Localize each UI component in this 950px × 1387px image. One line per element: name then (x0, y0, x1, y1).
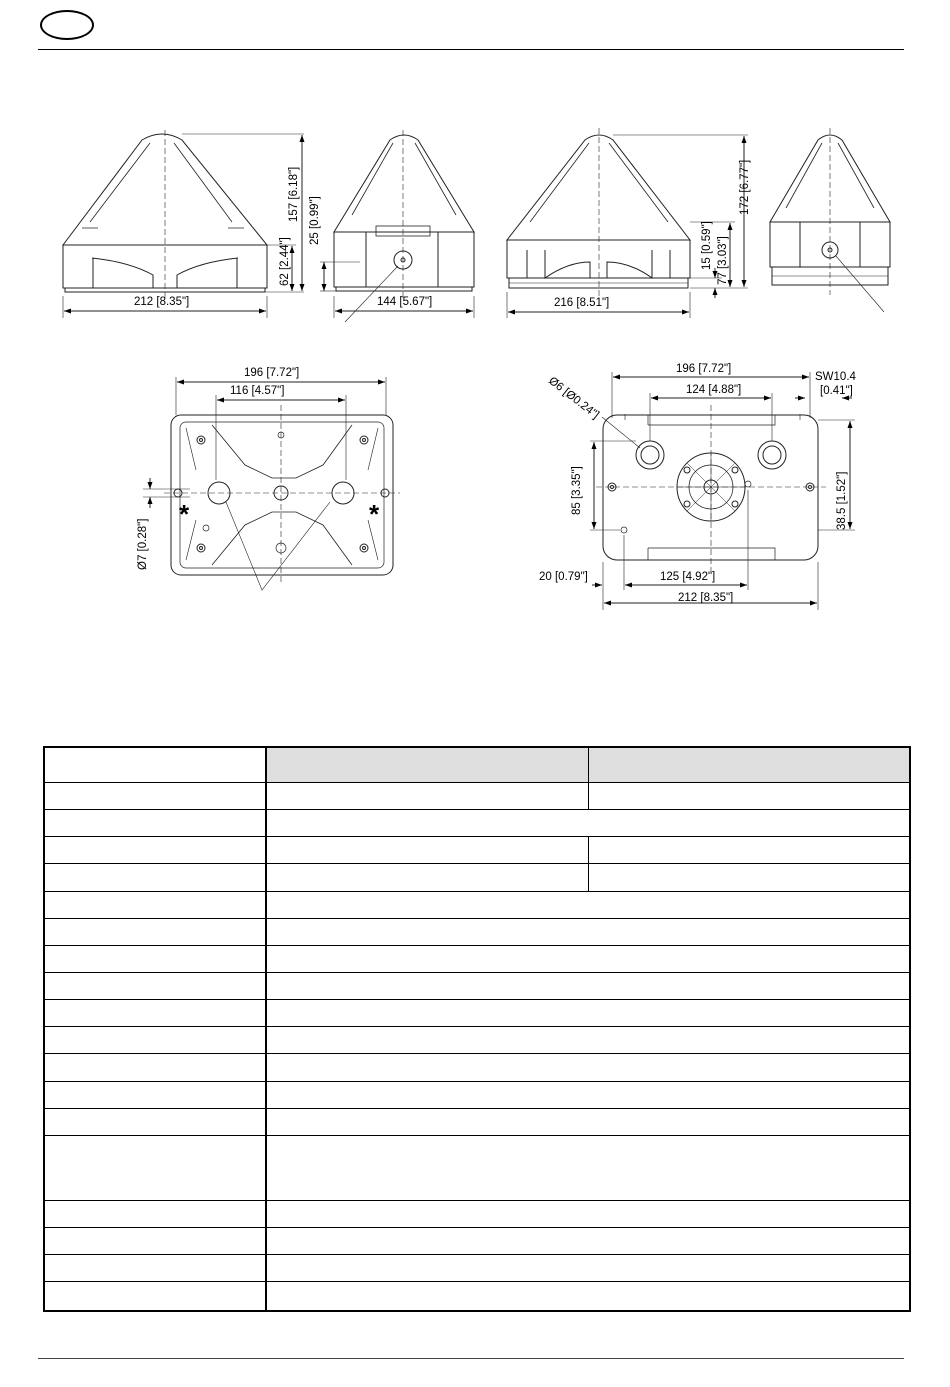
table-cell (44, 864, 266, 891)
table-row (44, 891, 910, 918)
dim-side2-height: 172 [6.77"] (739, 159, 751, 215)
spec-table (43, 746, 911, 1312)
table-cell (44, 1054, 266, 1081)
table-cell (44, 1227, 266, 1254)
table-cell (266, 783, 588, 810)
dim-base-inner-width: 124 [4.88"] (686, 384, 742, 396)
table-row (44, 810, 910, 837)
table-row (44, 1254, 910, 1281)
dim-mount-inner-width: 116 [4.57"] (230, 385, 285, 397)
table-row (44, 918, 910, 945)
table-cell (266, 810, 910, 837)
table-cell (266, 1254, 910, 1281)
table-cell (44, 945, 266, 972)
table-cell (266, 837, 588, 864)
table-cell (44, 1200, 266, 1227)
table-cell (44, 1000, 266, 1027)
table-cell (266, 1027, 910, 1054)
table-cell (588, 837, 910, 864)
table-row (44, 1027, 910, 1054)
dim-side-height: 157 [6.18"] (288, 166, 300, 222)
dim-base-hole-spacing: 125 [4.92"] (660, 571, 716, 583)
table-row (44, 1282, 910, 1312)
dim-base-offset-right: 38.5 [1.52"] (836, 471, 848, 530)
table-cell (266, 864, 588, 891)
dim-base-offset-left: 20 [0.79"] (539, 571, 588, 583)
table-row (44, 945, 910, 972)
dim-front-width: 144 [5.67"] (377, 296, 433, 308)
front-view-2 (770, 128, 890, 312)
table-cell (44, 972, 266, 999)
table-cell (44, 1108, 266, 1135)
table-cell (44, 918, 266, 945)
table-row (44, 1135, 910, 1200)
table-row (44, 747, 910, 783)
table-cell (588, 864, 910, 891)
table-cell (266, 1081, 910, 1108)
table-row (44, 1081, 910, 1108)
table-cell (44, 837, 266, 864)
table-cell (44, 810, 266, 837)
table-row (44, 1200, 910, 1227)
table-row (44, 864, 910, 891)
table-row (44, 1000, 910, 1027)
table-row (44, 1054, 910, 1081)
dim-mount-outer-width: 196 [7.72"] (244, 367, 300, 379)
dim-side2-foot-height: 15 [0.59"] (701, 221, 713, 270)
dim-base-total-width: 212 [8.35"] (678, 592, 734, 604)
front-view (320, 130, 474, 322)
table-row (44, 1227, 910, 1254)
table-cell (588, 783, 910, 810)
dim-wrench-size-inch: [0.41"] (820, 385, 853, 397)
table-header-cell (588, 747, 910, 783)
table-cell (266, 1000, 910, 1027)
table-cell (44, 1081, 266, 1108)
table-cell (266, 1227, 910, 1254)
dim-side-width: 212 [8.35"] (134, 296, 190, 308)
dim-side-base-height: 62 [2.44"] (279, 237, 291, 286)
table-row (44, 837, 910, 864)
dim-front-base-offset: 25 [0.99"] (309, 196, 321, 245)
dim-side2-width: 216 [8.51"] (554, 297, 610, 309)
table-cell (44, 1282, 266, 1312)
dim-side2-base-height: 77 [3.03"] (717, 236, 729, 285)
mount-marker-right: * (369, 499, 380, 529)
dim-base-outer-width: 196 [7.72"] (676, 363, 732, 375)
table-cell (44, 747, 266, 783)
footer-rule (38, 1358, 904, 1359)
table-row (44, 972, 910, 999)
table-cell (266, 1282, 910, 1312)
table-row (44, 783, 910, 810)
table-cell (266, 1200, 910, 1227)
dim-wrench-size: SW10.4 (815, 371, 856, 383)
table-cell (44, 891, 266, 918)
table-cell (266, 1108, 910, 1135)
table-cell (44, 1135, 266, 1200)
table-header-cell (266, 747, 588, 783)
mount-marker-left: * (179, 499, 190, 529)
table-cell (44, 1254, 266, 1281)
housing-base-view (590, 372, 855, 610)
dim-gland-hole-diameter: Ø6 [Ø0.24"] (546, 374, 602, 422)
table-cell (266, 1054, 910, 1081)
table-cell (266, 972, 910, 999)
table-cell (266, 945, 910, 972)
table-cell (266, 1135, 910, 1200)
table-cell (44, 1027, 266, 1054)
dim-mount-hole-diameter: Ø7 [0.28"] (137, 518, 149, 570)
table-cell (266, 918, 910, 945)
table-cell (266, 891, 910, 918)
table-cell (44, 783, 266, 810)
dim-base-height: 85 [3.35"] (571, 466, 583, 515)
table-row (44, 1108, 910, 1135)
mounting-plate-view (143, 377, 400, 590)
side-view-1 (63, 130, 304, 318)
